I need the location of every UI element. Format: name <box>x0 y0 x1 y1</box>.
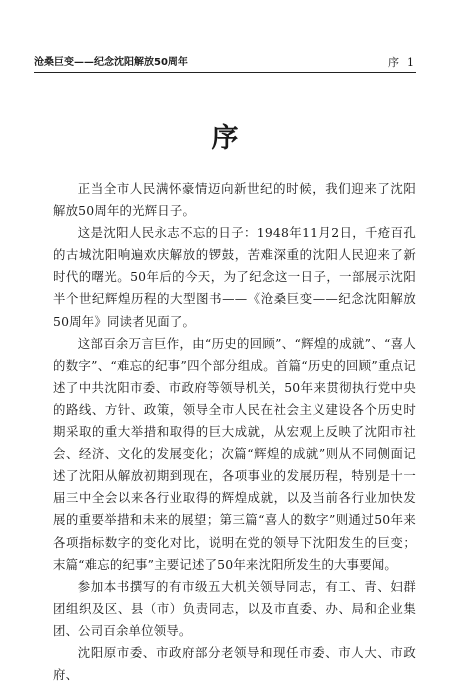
paragraph: 这部百余万言巨作，由“历史的回顾”、“辉煌的成就”、“喜人的数字”、“难忘的纪事”四个部分组成。首篇“历史的回顾”重点记述了中共沈阳市委、市政府等领导机关，50年来贯彻执行党中央的路线、方针、政策，领导全市人民在社会主义建设各个历史时期采取的重大举措和取得的巨大成就，从宏观上反映了沈阳市社会、经济、文化的发展变化；次篇“辉煌的成就”则从不同侧面记述了沈阳从解放初期到现在，各项事业的发展历程，特别是十一届三中全会以来各行业取得的辉煌成就，以及当前各行业加快发展的重要举措和未来的展望；第三篇“喜人的数字”则通过50年来各项指标数字的变化对比，说明在党的领导下沈阳发生的巨变；末篇“难忘的纪事”主要记述了50年来沈阳所发生的大事要闻。 <box>53 335 416 572</box>
page-number: 1 <box>407 56 414 69</box>
running-title: 沧桑巨变——纪念沈阳解放50周年 <box>34 57 188 68</box>
body-text <box>53 178 416 686</box>
header-right <box>388 56 414 70</box>
paragraph: 沈阳原市委、市政府部分老领导和现任市委、市人大、市政府、 <box>53 644 416 683</box>
paragraph: 正当全市人民满怀豪情迈向新世纪的时候，我们迎来了沈阳解放50周年的光辉日子。 <box>53 181 416 219</box>
header-rule <box>34 72 416 73</box>
paragraph: 这是沈阳人民永志不忘的日子：1948年11月2日，千疮百孔的古城沈阳响遍欢庆解放的锣鼓，苦难深重的沈阳人民迎来了新时代的曙光。50年后的今天，为了纪念这一日子，一部展示沈阳半个世纪辉煌历程的大型图书——《沧桑巨变——纪念沈阳解放50周年》同读者见面了。 <box>53 225 416 329</box>
page-title: 序 <box>211 123 239 154</box>
section-label: 序 <box>388 56 399 69</box>
running-header <box>34 56 414 70</box>
paragraph: 参加本书撰写的有市级五大机关领导同志，有工、青、妇群团组织及区、县（市）负责同志，以及市直委、办、局和企业集团、公司百余单位领导。 <box>53 578 416 638</box>
